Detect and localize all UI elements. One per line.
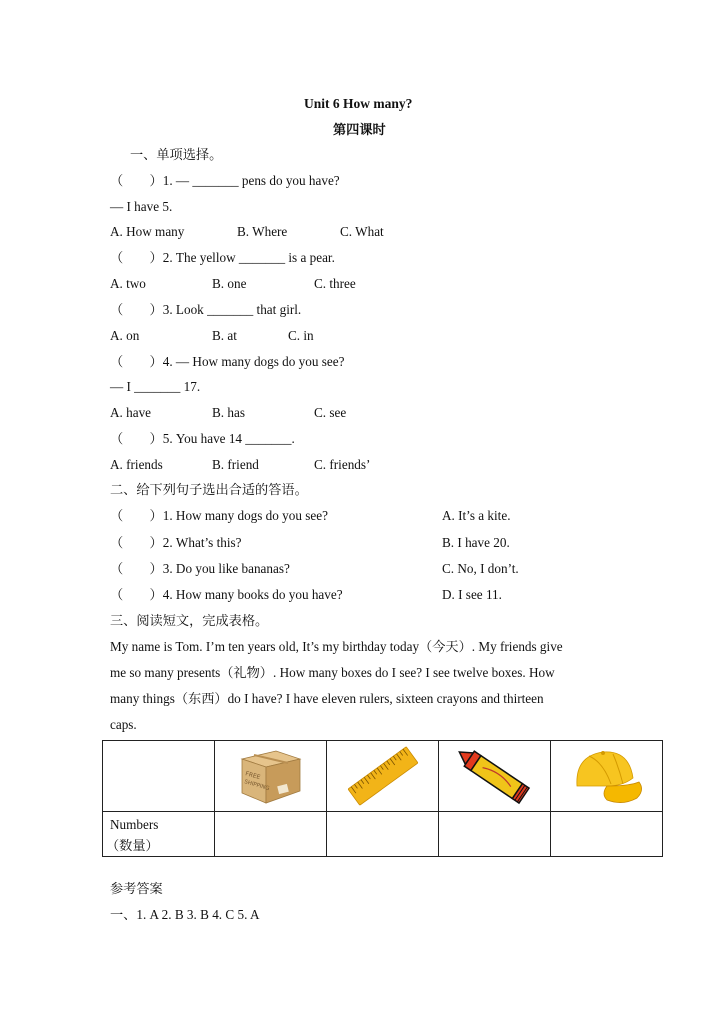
- section2-heading: 二、给下列句子选出合适的答语。: [110, 482, 308, 497]
- section3-heading: 三、阅读短文，完成表格。: [110, 613, 269, 628]
- ruler-count-cell[interactable]: [327, 812, 439, 857]
- match-answer-a: A. It’s a kite.: [442, 508, 511, 523]
- q1-line: （ ）1. — _______ pens do you have?: [110, 173, 340, 188]
- q5-option-c: C. friends’: [314, 457, 371, 472]
- crayon-count-cell[interactable]: [439, 812, 551, 857]
- passage-line-3: many things（东西）do I have? I have eleven rulers, sixteen crayons and thirteen: [110, 691, 544, 706]
- q1-option-a: A. How many: [110, 224, 185, 239]
- numbers-label-cn: （数量）: [106, 838, 159, 853]
- box-count-cell[interactable]: [215, 812, 327, 857]
- passage-line-1: My name is Tom. I’m ten years old, It’s my birthday today（今天）. My friends give: [110, 639, 563, 654]
- q4-option-b: B. has: [212, 405, 245, 420]
- match-question-4: （ ）4. How many books do you have?: [110, 587, 343, 602]
- q5-option-a: A. friends: [110, 457, 163, 472]
- section1-heading: 一、单项选择。: [130, 147, 223, 162]
- box-label-free: FREE: [243, 770, 261, 782]
- box-cell: [215, 741, 327, 812]
- q3-option-b: B. at: [212, 328, 237, 343]
- table-corner-cell: [103, 741, 215, 812]
- q2-option-b: B. one: [212, 276, 247, 291]
- cap-icon: [567, 742, 647, 810]
- box-icon: [236, 745, 306, 807]
- page-subtitle: 第四课时: [333, 122, 386, 137]
- ruler-cell: [327, 741, 439, 812]
- q4-option-a: A. have: [110, 405, 152, 420]
- match-answer-d: D. I see 11.: [442, 587, 502, 602]
- numbers-label-cell: [103, 812, 215, 857]
- match-answer-c: C. No, I don’t.: [442, 561, 519, 576]
- count-table: [102, 740, 663, 857]
- cap-count-cell[interactable]: [551, 812, 663, 857]
- ruler-icon: [343, 744, 423, 808]
- q3-line: （ ）3. Look _______ that girl.: [110, 302, 302, 317]
- q3-option-c: C. in: [288, 328, 314, 343]
- box-label-shipping: SHIPPING: [242, 779, 270, 793]
- q4-option-c: C. see: [314, 405, 347, 420]
- match-question-3: （ ）3. Do you like bananas?: [110, 561, 290, 576]
- q2-option-c: C. three: [314, 276, 356, 291]
- table-row: [103, 812, 663, 857]
- q4-answer-line: — I _______ 17.: [110, 379, 201, 394]
- q1-option-b: B. Where: [237, 224, 288, 239]
- crayon-cell: [439, 741, 551, 812]
- q2-line: （ ）2. The yellow _______ is a pear.: [110, 250, 335, 265]
- crayon-icon: [450, 743, 540, 809]
- q5-option-b: B. friend: [212, 457, 259, 472]
- match-question-1: （ ）1. How many dogs do you see?: [110, 508, 328, 523]
- numbers-label: Numbers: [110, 817, 159, 832]
- answer-key-line: 一、1. A 2. B 3. B 4. C 5. A: [110, 907, 260, 922]
- passage-line-2: me so many presents（礼物）. How many boxes do I see? I see twelve boxes. How: [110, 665, 555, 680]
- table-row: [103, 741, 663, 812]
- q2-option-a: A. two: [110, 276, 146, 291]
- q3-option-a: A. on: [110, 328, 140, 343]
- match-question-2: （ ）2. What’s this?: [110, 535, 242, 550]
- q1-answer-line: — I have 5.: [110, 199, 173, 214]
- q5-line: （ ）5. You have 14 _______.: [110, 431, 295, 446]
- passage-line-4: caps.: [110, 717, 137, 732]
- match-answer-b: B. I have 20.: [442, 535, 510, 550]
- page-title: Unit 6 How many?: [304, 96, 413, 111]
- cap-cell: [551, 741, 663, 812]
- q4-line: （ ）4. — How many dogs do you see?: [110, 354, 345, 369]
- q1-option-c: C. What: [340, 224, 384, 239]
- answer-key-heading: 参考答案: [110, 881, 163, 896]
